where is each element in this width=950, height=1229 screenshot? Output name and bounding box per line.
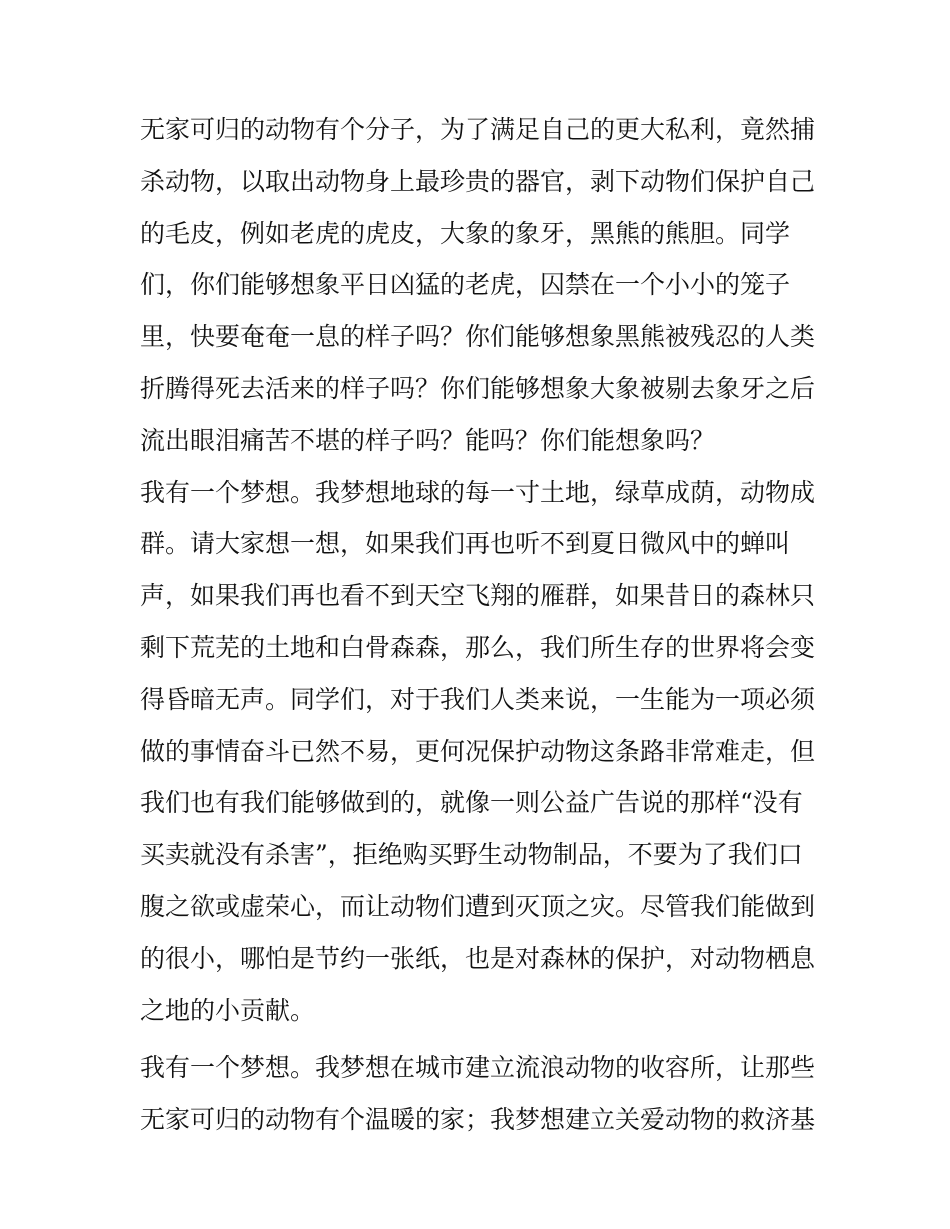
text-line: 做的事情奋斗已然不易，更何况保护动物这条路非常难走，但 bbox=[140, 736, 816, 766]
text-line: 们，你们能够想象平日凶猛的老虎，囚禁在一个小小的笼子 bbox=[140, 270, 791, 300]
text-line: 折腾得死去活来的样子吗？你们能够想象大象被剔去象牙之后 bbox=[140, 373, 816, 403]
text-line: 无家可归的动物有个分子，为了满足自己的更大私利，竟然捕 bbox=[140, 115, 816, 144]
text-line: 我有一个梦想。我梦想地球的每一寸土地，绿草成荫，动物成 bbox=[140, 477, 816, 507]
text-line: 群。请大家想一想，如果我们再也听不到夏日微风中的蝉叫 bbox=[140, 529, 791, 559]
text-line: 声，如果我们再也看不到天空飞翔的雁群，如果昔日的森林只 bbox=[140, 581, 816, 611]
text-line: 买卖就没有杀害”，拒绝购买野生动物制品，不要为了我们口 bbox=[140, 840, 803, 870]
text-line: 的毛皮，例如老虎的虎皮，大象的象牙，黑熊的熊胆。同学 bbox=[140, 218, 791, 248]
text-line: 杀动物，以取出动物身上最珍贵的器官，剥下动物们保护自己 bbox=[140, 166, 816, 196]
text-line: 里，快要奄奄一息的样子吗？你们能够想象黑熊被残忍的人类 bbox=[140, 322, 816, 352]
text-line: 得昏暗无声。同学们，对于我们人类来说，一生能为一项必须 bbox=[140, 684, 816, 714]
text-line: 剩下荒芜的土地和白骨森森，那么，我们所生存的世界将会变 bbox=[140, 632, 816, 662]
text-line: 我们也有我们能够做到的，就像一则公益广告说的那样“没有 bbox=[140, 788, 803, 818]
text-line: 之地的小贡献。 bbox=[140, 995, 316, 1025]
document-body bbox=[140, 104, 820, 1146]
text-line: 的很小，哪怕是节约一张纸，也是对森林的保护，对动物栖息 bbox=[140, 943, 816, 973]
text-line: 我有一个梦想。我梦想在城市建立流浪动物的收容所，让那些 bbox=[140, 1053, 816, 1083]
text-line: 流出眼泪痛苦不堪的样子吗？能吗？你们能想象吗？ bbox=[140, 425, 716, 455]
text-line: 腹之欲或虚荣心，而让动物们遭到灭顶之灾。尽管我们能做到 bbox=[140, 891, 816, 921]
text-line: 无家可归的动物有个温暖的家；我梦想建立关爱动物的救济基 bbox=[140, 1105, 816, 1135]
